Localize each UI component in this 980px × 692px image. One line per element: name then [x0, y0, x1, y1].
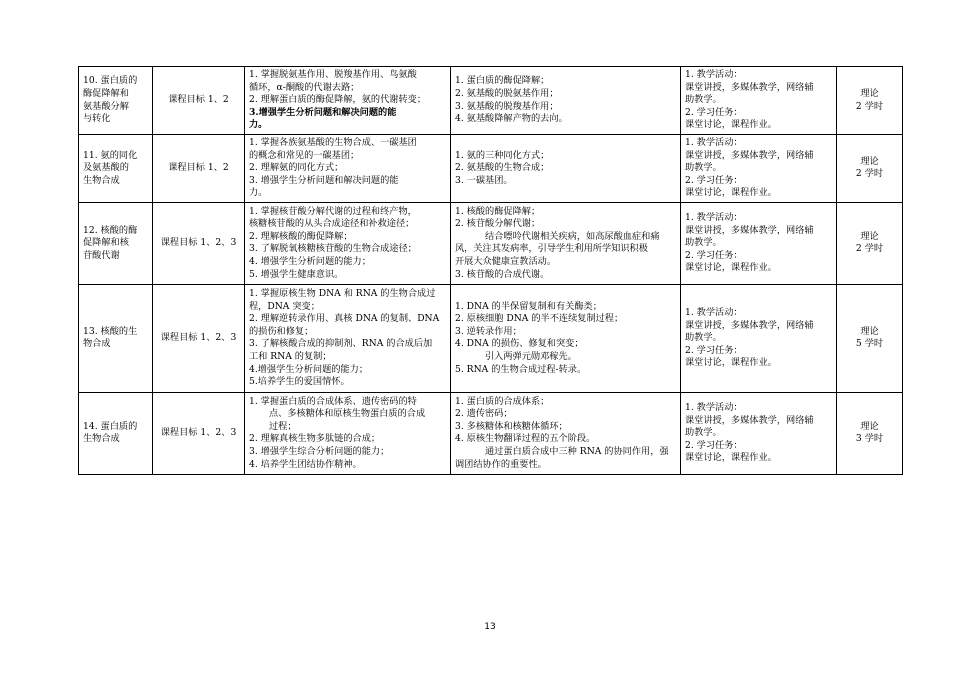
teaching-content-line: 3. 多核糖体和核糖体循环； [455, 420, 568, 432]
learning-requirement-line: 5. 增强学生健康意识。 [249, 268, 344, 280]
table-row [79, 202, 903, 284]
chapter-title-line: 及氨基酸的 [83, 162, 129, 174]
teaching-method-line: 课堂讲授，多媒体教学，网络辅 [685, 224, 814, 236]
teaching-method-line: 1. 教学活动： [685, 306, 743, 318]
teaching-content-line: 4. 氨基酸降解产物的去向。 [455, 113, 568, 125]
learning-requirement-line: 程，DNA 突变； [249, 300, 320, 312]
class-hours-line: 2 学时 [855, 243, 884, 255]
learning-requirement-line: 1. 掌握原核生物 DNA 和 RNA 的生物合成过 [249, 288, 436, 300]
syllabus-table [78, 66, 903, 475]
chapter-title-cell [79, 392, 153, 474]
learning-requirement-line: 4.增强学生分析问题的能力； [249, 363, 369, 375]
class-hours-line: 3 学时 [855, 433, 884, 445]
learning-requirement-line: 1. 掌握蛋白质的合成体系、遗传密码的特 [249, 395, 417, 407]
class-hours-line: 理论 [860, 87, 879, 99]
chapter-title-cell [79, 202, 153, 284]
learning-requirement-line: 3. 增强学生综合分析问题的能力； [249, 446, 390, 458]
class-hours-line: 理论 [860, 325, 879, 337]
chapter-title-line: 酶促降解和 [83, 87, 129, 99]
learning-requirement-line: 循环，α-酮酸的代谢去路； [249, 81, 360, 93]
learning-requirement-line: 4. 培养学生团结协作精神。 [249, 458, 362, 470]
teaching-content-cell [451, 135, 681, 203]
learning-requirements-cell [245, 392, 451, 474]
course-goal: 课程目标 1、2、3 [160, 427, 237, 439]
class-hours-cell [837, 284, 903, 392]
teaching-method-line: 1. 教学活动： [685, 211, 743, 223]
teaching-content-cell [451, 392, 681, 474]
learning-requirement-line: 2. 理解蛋白质的酶促降解，氨的代谢转变； [249, 94, 427, 106]
teaching-method-line: 助教学。 [685, 94, 722, 106]
teaching-content-cell [451, 284, 681, 392]
teaching-method-line: 课堂讲授，多媒体教学，网络辅 [685, 81, 814, 93]
learning-requirement-line: 3.增强学生分析问题和解决问题的能 [249, 106, 397, 118]
teaching-method-cell [681, 392, 837, 474]
learning-requirement-line: 1. 掌握各族氨基酸的生物合成、一碳基团 [249, 137, 417, 148]
teaching-method-line: 课堂讨论，课程作业。 [685, 187, 777, 199]
teaching-content-line: 1. DNA 的半保留复制和有关酶类； [455, 300, 602, 312]
learning-requirement-line: 5.培养学生的爱国情怀。 [249, 376, 350, 388]
learning-requirement-line: 2. 理解真核生物多肽链的合成； [249, 433, 381, 445]
teaching-content-line: 开展大众健康宣教活动。 [455, 256, 557, 268]
teaching-method-line: 2. 学习任务： [685, 249, 743, 261]
teaching-method-line: 助教学。 [685, 162, 722, 174]
learning-requirements-cell [245, 202, 451, 284]
class-hours-line: 理论 [860, 155, 879, 167]
class-hours-line: 理论 [860, 420, 879, 432]
course-goal: 课程目标 1、2 [168, 162, 229, 174]
chapter-title-line: 氨基酸分解 [83, 100, 129, 112]
class-hours-line: 5 学时 [855, 338, 884, 350]
course-goal: 课程目标 1、2 [168, 94, 229, 106]
teaching-content-line: 3. 一碳基团。 [455, 174, 513, 186]
learning-requirement-line: 1. 掌握核苷酸分解代谢的过程和终产物， [249, 205, 417, 217]
teaching-content-cell [451, 202, 681, 284]
course-goal-cell [153, 284, 245, 392]
teaching-content-line: 5. RNA 的生物合成过程-转录。 [455, 363, 587, 375]
teaching-content-line: 1. 蛋白质的合成体系； [455, 395, 550, 407]
teaching-method-line: 2. 学习任务： [685, 344, 743, 356]
chapter-title-line: 13. 核酸的生 [83, 325, 138, 337]
course-goal-cell [153, 67, 245, 135]
learning-requirement-line: 1. 掌握脱氨基作用、脱羧基作用、鸟氨酸 [249, 69, 417, 81]
learning-requirements-cell [245, 284, 451, 392]
course-goal: 课程目标 1、2、3 [160, 237, 237, 249]
chapter-title-line: 物合成 [83, 338, 111, 350]
learning-requirement-line: 的损伤和修复； [249, 325, 314, 337]
teaching-content-line: 结合嘌呤代谢相关疾病，如高尿酸血症和痛 [485, 230, 660, 242]
course-goal-cell [153, 135, 245, 203]
teaching-method-cell [681, 284, 837, 392]
table-row [79, 284, 903, 392]
teaching-content-line: 2. 遗传密码； [455, 408, 513, 420]
learning-requirements-cell [245, 135, 451, 203]
teaching-content-line: 1. 蛋白质的酶促降解； [455, 75, 550, 87]
class-hours-line: 2 学时 [855, 168, 884, 180]
teaching-content-line: 引入两弹元勋邓稼先。 [485, 351, 577, 363]
teaching-method-cell [681, 67, 837, 135]
learning-requirement-line: 力。 [249, 119, 268, 131]
table-row [79, 67, 903, 135]
teaching-method-line: 课堂讨论，课程作业。 [685, 357, 777, 369]
chapter-title-line: 12. 核酸的酶 [83, 224, 138, 236]
teaching-method-line: 1. 教学活动： [685, 137, 743, 148]
teaching-method-line: 助教学。 [685, 427, 722, 439]
teaching-method-line: 1. 教学活动： [685, 401, 743, 413]
chapter-title-cell [79, 135, 153, 203]
teaching-method-line: 课堂讲授，多媒体教学，网络辅 [685, 149, 814, 161]
chapter-title-line: 生物合成 [83, 433, 120, 445]
teaching-method-line: 课堂讨论，课程作业。 [685, 262, 777, 274]
chapter-title-line: 10. 蛋白质的 [83, 75, 138, 87]
learning-requirements-cell [245, 67, 451, 135]
learning-requirement-line: 2. 理解氨的同化方式； [249, 162, 344, 174]
teaching-content-line: 2. 核苷酸分解代谢； [455, 218, 541, 230]
teaching-method-cell [681, 202, 837, 284]
teaching-content-line: 4. 原核生物翻译过程的五个阶段。 [455, 433, 596, 445]
chapter-title-line: 与转化 [83, 113, 111, 125]
chapter-title-cell [79, 284, 153, 392]
chapter-title-line: 苷酸代谢 [83, 249, 120, 261]
learning-requirement-line: 力。 [249, 187, 268, 199]
chapter-title-line: 14. 蛋白质的 [83, 420, 138, 432]
teaching-content-line: 2. 氨基酸的脱氨基作用； [455, 87, 559, 99]
teaching-content-line: 风，关注其发病率，引导学生利用所学知识积极 [455, 243, 648, 255]
course-goal-cell [153, 202, 245, 284]
class-hours-line: 理论 [860, 230, 879, 242]
teaching-content-line: 调团结协作的重要性。 [455, 458, 547, 470]
course-goal: 课程目标 1、2、3 [160, 332, 237, 344]
teaching-content-line: 3. 逆转录作用； [455, 325, 522, 337]
learning-requirement-line: 点、多核糖体和原核生物蛋白质的合成 [269, 408, 426, 420]
learning-requirement-line: 3. 增强学生分析问题和解决问题的能 [249, 174, 399, 186]
teaching-method-line: 1. 教学活动： [685, 69, 743, 81]
teaching-content-line: 3. 核苷酸的合成代谢。 [455, 268, 550, 280]
teaching-content-line: 3. 氨基酸的脱羧基作用； [455, 100, 559, 112]
learning-requirement-line: 2. 理解核酸的酶促降解； [249, 230, 353, 242]
teaching-method-line: 助教学。 [685, 237, 722, 249]
teaching-method-line: 课堂讲授，多媒体教学，网络辅 [685, 319, 814, 331]
table-row [79, 135, 903, 203]
teaching-content-line: 2. 原核细胞 DNA 的半不连续复制过程； [455, 313, 624, 325]
teaching-content-line: 1. 核酸的酶促降解； [455, 205, 541, 217]
class-hours-cell [837, 135, 903, 203]
learning-requirement-line: 4. 增强学生分析问题的能力； [249, 256, 371, 268]
syllabus-table-body [79, 67, 903, 475]
learning-requirement-line: 3. 了解脱氧核糖核苷酸的生物合成途径； [249, 243, 417, 255]
teaching-method-cell [681, 135, 837, 203]
teaching-method-line: 2. 学习任务： [685, 106, 743, 118]
chapter-title-line: 促降解和核 [83, 237, 129, 249]
learning-requirement-line: 3. 了解核酸合成的抑制剂、RNA 的合成后加 [249, 338, 433, 350]
learning-requirement-line: 过程； [269, 420, 297, 432]
learning-requirement-line: 工和 RNA 的复制； [249, 351, 332, 363]
page-number: 13 [484, 622, 496, 632]
class-hours-cell [837, 67, 903, 135]
teaching-method-line: 2. 学习任务： [685, 439, 743, 451]
chapter-title-cell [79, 67, 153, 135]
class-hours-cell [837, 392, 903, 474]
learning-requirement-line: 的概念和常见的一碳基团； [249, 149, 360, 161]
teaching-content-line: 1. 氨的三种同化方式； [455, 149, 550, 161]
chapter-title-line: 11. 氨的同化 [83, 149, 138, 161]
learning-requirement-line: 2. 理解逆转录作用、真核 DNA 的复制、DNA [249, 313, 440, 325]
teaching-method-line: 2. 学习任务： [685, 174, 743, 186]
table-row [79, 392, 903, 474]
class-hours-line: 2 学时 [855, 100, 884, 112]
class-hours-cell [837, 202, 903, 284]
teaching-content-line: 4. DNA 的损伤、修复和突变； [455, 338, 584, 350]
course-goal-cell [153, 392, 245, 474]
teaching-method-line: 助教学。 [685, 332, 722, 344]
teaching-content-line: 通过蛋白质合成中三种 RNA 的协同作用，强 [485, 446, 669, 458]
teaching-content-cell [451, 67, 681, 135]
teaching-content-line: 2. 氨基酸的生物合成； [455, 162, 550, 174]
teaching-method-line: 课堂讨论，课程作业。 [685, 452, 777, 464]
teaching-method-line: 课堂讨论，课程作业。 [685, 119, 777, 131]
chapter-title-line: 生物合成 [83, 174, 120, 186]
learning-requirement-line: 核糖核苷酸的从头合成途径和补救途径； [249, 218, 415, 230]
teaching-method-line: 课堂讲授，多媒体教学，网络辅 [685, 414, 814, 426]
